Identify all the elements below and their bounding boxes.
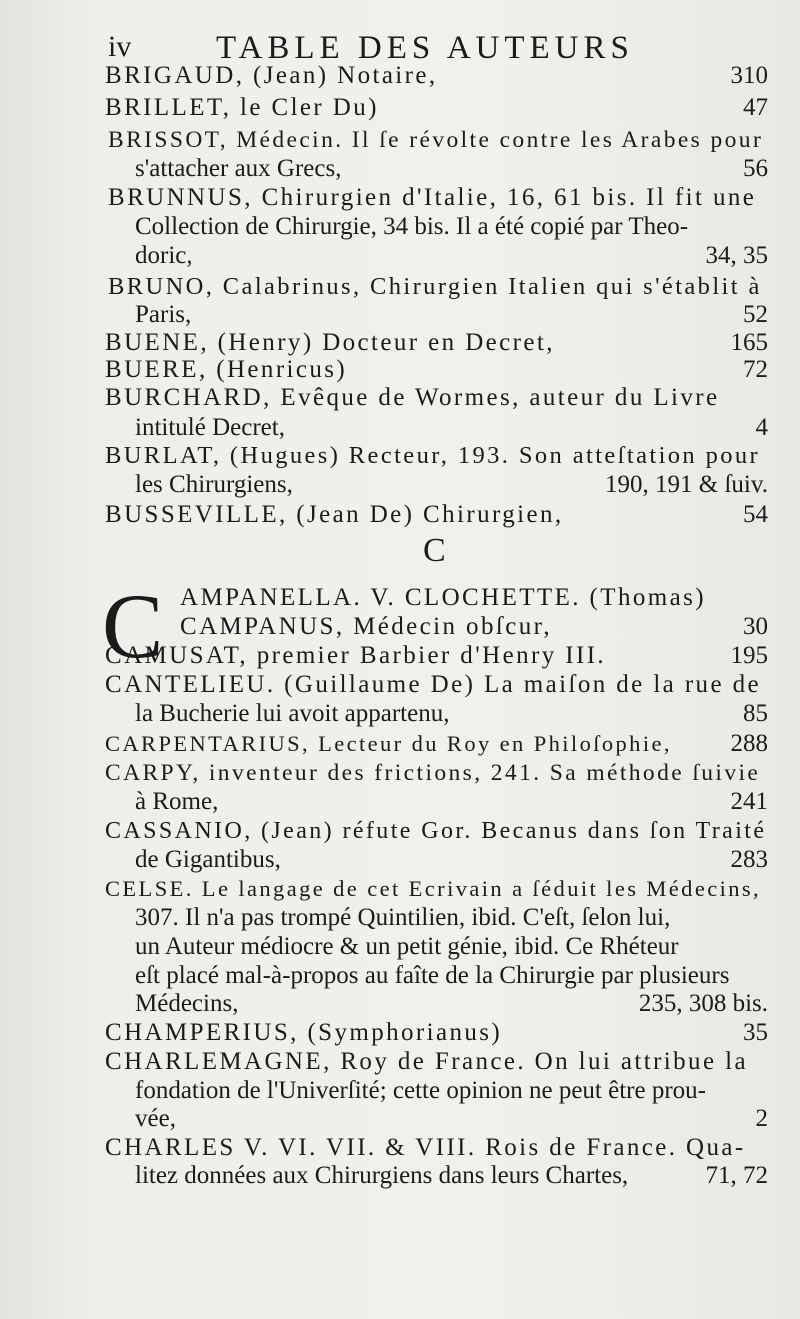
index-line [0,583,800,613]
index-line [0,670,800,700]
index-line [0,1018,800,1048]
index-line [0,932,800,962]
entry-text: à Rome, [135,788,219,815]
index-line [0,699,800,729]
index-line [0,989,800,1019]
index-line [0,1076,800,1106]
entry-text: CARPENTARIUS, Lecteur du Roy en Philoſophie, [105,731,672,756]
index-line [0,1161,800,1191]
entry-text: fondation de l'Univerſité; cette opinion ne peut être prou- [135,1077,706,1104]
index-line [0,1133,800,1163]
index-line [0,612,800,642]
index-line [0,787,800,817]
page-reference: 2 [755,1105,768,1132]
index-line [0,300,800,330]
index-line [0,413,800,443]
index-line [0,183,800,213]
index-line [0,272,800,302]
entry-text: s'attacher aux Grecs, [135,155,342,182]
entry-text: Médecins, [135,990,239,1017]
index-line [0,328,800,358]
entry-text: BRIGAUD, (Jean) Notaire, [105,62,438,89]
page-reference: 71, 72 [705,1162,768,1189]
entry-text: CAMUSAT, premier Barbier d'Henry III. [105,642,607,669]
entry-text: BRUNO, Calabrinus, Chirurgien Italien qui s'établit à [108,273,762,300]
page-reference: 4 [755,414,768,441]
entry-text: la Bucherie lui avoit appartenu, [135,700,450,727]
entry-text: CAMPANUS, Médecin obſcur, [180,613,552,640]
entry-text: AMPANELLA. V. CLOCHETTE. (Thomas) [180,584,706,611]
index-line [0,729,800,759]
page-reference: 72 [743,356,768,383]
entry-text: CELSE. Le langage de cet Ecrivain a ſéduit les Médecins, [105,876,762,901]
entry-text: CARPY, inventeur des frictions, 241. Sa méthode ſuivie [105,760,761,786]
entry-text: BURCHARD, Evêque de Wormes, auteur du Livre [105,384,720,411]
entry-text: de Gigantibus, [135,846,281,873]
index-line [0,355,800,385]
entry-text: CHARLES V. VI. VII. & VIII. Rois de France. Qua- [105,1134,746,1161]
index-line [0,241,800,271]
index-line [0,903,800,933]
entry-text: un Auteur médiocre & un petit génie, ibid. Ce Rhéteur [135,933,679,960]
page-reference: 310 [730,62,768,89]
index-line [0,500,800,530]
page-reference: 54 [743,501,768,528]
entry-text: CHAMPERIUS, (Symphorianus) [105,1019,503,1046]
folio-number: iv [108,30,132,63]
index-line [0,212,800,242]
index-line [0,470,800,500]
page-reference: 47 [743,94,768,121]
entry-text: BURLAT, (Hugues) Recteur, 193. Son atteſtation pour [105,442,761,469]
page-reference: 283 [730,846,768,873]
entry-text: BUSSEVILLE, (Jean De) Chirurgien, [105,501,564,528]
drop-cap: C [102,575,164,677]
page-reference: 165 [730,329,768,356]
entry-text: intitulé Decret, [135,414,285,441]
entry-text: eſt placé mal-à-propos au faîte de la Chirurgie par plusieurs [135,962,730,989]
page-reference: 241 [730,788,768,815]
page-reference: 288 [730,730,768,757]
index-line [0,758,800,788]
index-line [0,874,800,904]
entry-text: BUENE, (Henry) Docteur en Decret, [105,329,555,356]
entry-text: CANTELIEU. (Guillaume De) La maiſon de la rue de [105,671,761,698]
entry-text: Paris, [135,301,192,328]
entry-text: CHARLEMAGNE, Roy de France. On lui attribue la [105,1048,748,1075]
entry-text: vée, [135,1105,176,1132]
entry-text: BRUNNUS, Chirurgien d'Italie, 16, 61 bis. Il fit une [108,184,757,211]
entry-text: doric, [135,242,193,269]
index-line [0,816,800,846]
entry-text: CASSANIO, (Jean) réfute Gor. Becanus dans ſon Traité [105,818,767,844]
entry-text: BRILLET, le Cler Du) [105,94,379,121]
index-line [0,441,800,471]
page-reference: 235, 308 bis. [638,990,768,1017]
index-line [0,1047,800,1077]
entry-text: BRISSOT, Médecin. Il ſe révolte contre les Arabes pour [108,127,764,153]
entry-text: 307. Il n'a pas trompé Quintilien, ibid. C'eſt, ſelon lui, [135,904,671,931]
section-letter: C [423,532,446,569]
index-line [0,1104,800,1134]
page-reference: 35 [743,1019,768,1046]
index-line [0,125,800,155]
index-line [0,961,800,991]
page-reference: 190, 191 & ſuiv. [605,471,768,498]
page-reference: 52 [743,301,768,328]
entry-text: Collection de Chirurgie, 34 bis. Il a été copié par Theo- [135,213,689,240]
page-reference: 195 [730,642,768,669]
page-reference: 85 [743,700,768,727]
index-line [0,61,800,91]
entry-text: BUERE, (Henricus) [105,356,348,383]
page-reference: 34, 35 [705,242,768,269]
entry-text: litez données aux Chirurgiens dans leurs Chartes, [135,1162,629,1189]
index-line [0,383,800,413]
entry-text: les Chirurgiens, [135,471,293,498]
page-reference: 56 [743,155,768,182]
running-title: TABLE DES AUTEURS [216,30,634,66]
index-line [0,641,800,671]
index-line [0,845,800,875]
page-reference: 30 [743,613,768,640]
index-line [0,93,800,123]
index-line [0,154,800,184]
